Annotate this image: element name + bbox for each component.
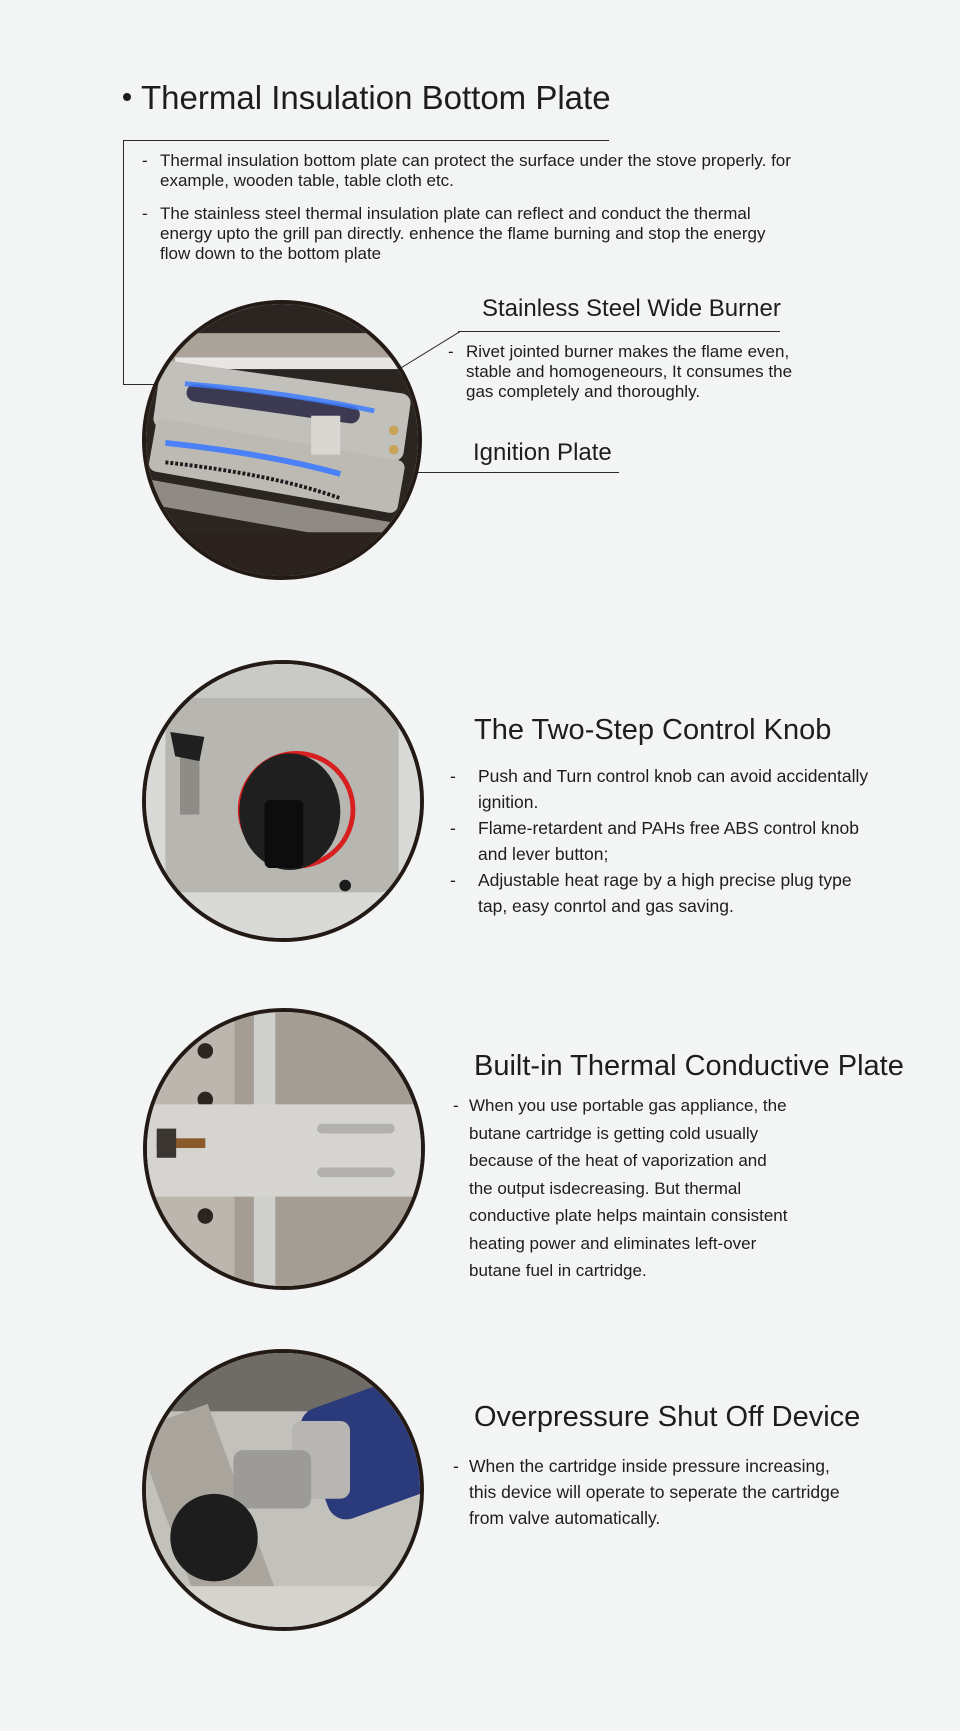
conductive-bullet-1: - When you use portable gas appliance, the butane cartridge is getting cold usually because of the heat of vaporization and the output isdecreasing. But thermal conductive plate helps maintain consistent heating power and eliminates left-over butane fuel in cartridge. bbox=[453, 1092, 793, 1285]
burner-title: Stainless Steel Wide Burner bbox=[482, 295, 781, 322]
knob-bullet-3: - Adjustable heat rage by a high precise plug type tap, easy conrtol and gas saving. bbox=[450, 867, 880, 919]
conductive-plate-photo bbox=[143, 1008, 425, 1290]
knob-bullet-1: - Push and Turn control knob can avoid accidentally ignition. bbox=[450, 763, 880, 815]
header-bullet-1: - Thermal insulation bottom plate can protect the surface under the stove properly. for example, wooden table, table cloth etc. bbox=[142, 151, 792, 191]
header-bullet-list bbox=[142, 151, 792, 264]
header-bullet-2: - The stainless steel thermal insulation plate can reflect and conduct the thermal energy upto the grill pan directly. enhence the flame burning and stop the energy flow down to the bottom plate bbox=[142, 204, 792, 264]
ignition-title: Ignition Plate bbox=[473, 439, 612, 466]
main-title bbox=[123, 78, 611, 118]
knob-illustration bbox=[146, 664, 420, 938]
overpressure-title: Overpressure Shut Off Device bbox=[474, 1401, 861, 1433]
conductive-bullet-list bbox=[453, 1092, 793, 1285]
burner-bullet-list bbox=[448, 342, 818, 402]
main-title-text: Thermal Insulation Bottom Plate bbox=[141, 79, 611, 116]
burner-illustration bbox=[146, 304, 418, 576]
burner-bullet-1: - Rivet jointed burner makes the flame even, stable and homogeneours, It consumes the gas completely and thoroughly. bbox=[448, 342, 818, 402]
burner-underline bbox=[458, 331, 780, 332]
header-bracket-top bbox=[123, 140, 609, 141]
bullet-dot-icon bbox=[123, 93, 131, 101]
burner-photo bbox=[142, 300, 422, 580]
knob-bullet-list bbox=[450, 763, 880, 919]
conductive-illustration bbox=[147, 1012, 421, 1286]
overpressure-bullet-1: - When the cartridge inside pressure increasing, this device will operate to seperate the cartridge from valve automatically. bbox=[453, 1453, 843, 1531]
overpressure-bullet-list bbox=[453, 1453, 843, 1531]
knob-title: The Two-Step Control Knob bbox=[474, 714, 832, 746]
ignition-underline bbox=[392, 472, 619, 473]
conductive-title: Built-in Thermal Conductive Plate bbox=[474, 1050, 904, 1082]
cartridge-valve-photo bbox=[142, 1349, 424, 1631]
header-bracket-left bbox=[123, 140, 124, 385]
control-knob-photo bbox=[142, 660, 424, 942]
cartridge-illustration bbox=[146, 1353, 420, 1627]
knob-bullet-2: - Flame-retardent and PAHs free ABS control knob and lever button; bbox=[450, 815, 880, 867]
